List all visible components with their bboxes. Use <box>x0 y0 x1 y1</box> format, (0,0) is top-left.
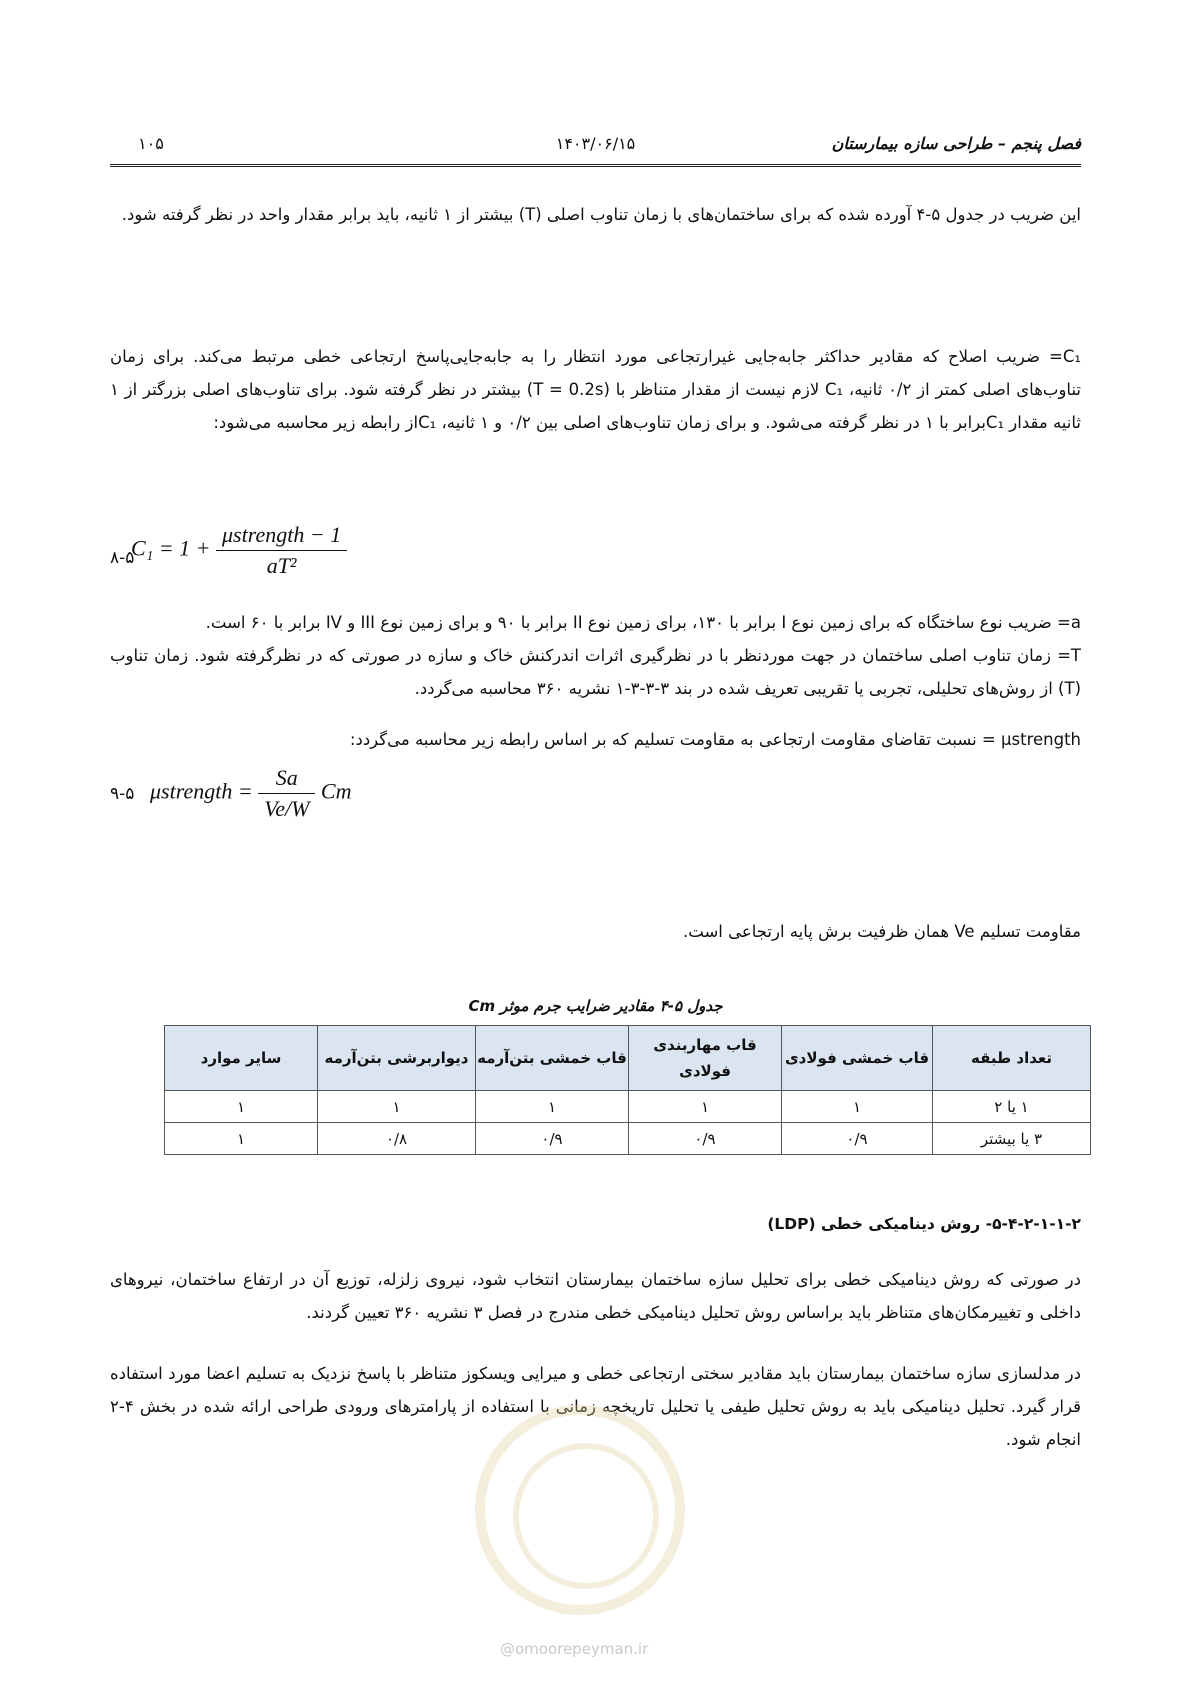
eq9-fraction <box>258 765 315 822</box>
eq9-numerator: Sa <box>258 765 315 794</box>
table-header-row <box>165 1026 1091 1091</box>
table-row <box>165 1091 1091 1123</box>
table-cell: ۱ <box>318 1091 476 1123</box>
equation-number-8-5: ۸-۵ <box>110 548 135 568</box>
table-cell: ۰/۹ <box>476 1123 629 1155</box>
eq8-numerator: μstrength − 1 <box>216 522 347 551</box>
table-cell: ۰/۸ <box>318 1123 476 1155</box>
paragraph-intro: این ضریب در جدول ۵-۴ آورده شده که برای ساختمان‌های با زمان تناوب اصلی (T) بیشتر از ۱ ثانیه، باید برابر مقدار واحد در نظر گرفته شود. <box>121 205 1081 224</box>
eq8-denominator: aT² <box>266 553 297 578</box>
watermark-inner-ring <box>513 1443 659 1589</box>
table-cell: ۳ یا بیشتر <box>933 1123 1091 1155</box>
page-header <box>110 128 1081 167</box>
paragraph-c1-definition: C₁= ضریب اصلاح که مقادیر حداکثر جابه‌جایی غیرارتجاعی مورد انتظار را به جابه‌جایی‌پاسخ ارتجاعی خطی مرتبط می‌کند. برای زمان تناوب‌های اصلی کمتر از ۰/۲ ثانیه، C₁ لازم نیست از مقدار متناظر با (T = 0.2s) بیشتر در نظر گرفته شود. برای تناوب‌های اصلی بزرگتر از ۱ ثانیه مقدار C₁برابر با ۱ در نظر گرفته می‌شود. و برای زمان تناوب‌های اصلی بین ۰/۲ و ۱ ثانیه، C₁از رابطه زیر محاسبه می‌شود: <box>110 347 1082 432</box>
table-cell: ۱ <box>476 1091 629 1123</box>
definition-mu-strength: μstrength = نسبت تقاضای مقاومت ارتجاعی به مقاومت تسلیم که بر اساس رابطه زیر محاسبه می‌گردد: <box>349 730 1081 749</box>
header-cell: تعداد طبقه <box>933 1026 1091 1091</box>
section-title-ldp: ۵-۴-۲-۱-۱-۲- روش دینامیکی خطی (LDP) <box>767 1215 1081 1233</box>
paragraph-ve: مقاومت تسلیم Ve همان ظرفیت برش پایه ارتجاعی است. <box>683 922 1081 941</box>
chapter-title: فصل پنجم – طراحی سازه بیمارستان <box>831 134 1081 153</box>
table-cell: ۱ یا ۲ <box>933 1091 1091 1123</box>
header-cell: سایر موارد <box>165 1026 318 1091</box>
table-cell: ۰/۹ <box>629 1123 782 1155</box>
header-date: ۱۴۰۳/۰۶/۱۵ <box>555 134 636 153</box>
definition-t: T= زمان تناوب اصلی ساختمان در جهت موردنظر با در نظرگیری اثرات اندرکنش خاک و سازه در صورتی که در نظرگرفته شود. زمان تناوب (T) از روش‌های تحلیلی، تجربی یا تقریبی تعریف شده در بند ۳-۳-۳-۱ نشریه ۳۶۰ محاسبه می‌گردد. <box>110 646 1081 698</box>
watermark-seal-icon <box>475 1405 685 1615</box>
equation-9-5 <box>150 765 550 822</box>
eq9-rhs: Cm <box>320 778 352 804</box>
header-cell: قاب خمشی فولادی <box>782 1026 933 1091</box>
table-cell: ۱ <box>629 1091 782 1123</box>
table-cell: ۰/۹ <box>782 1123 933 1155</box>
header-cell: دیواربرشی بتن‌آرمه <box>318 1026 476 1091</box>
mass-coefficient-table <box>164 1025 1091 1155</box>
watermark-text: @omoorepeyman.ir <box>500 1640 649 1658</box>
definition-a: a= ضریب نوع ساختگاه که برای زمین نوع I برابر با ۱۳۰، برای زمین نوع II برابر با ۹۰ و برای زمین نوع III و IV برابر با ۶۰ است. <box>205 613 1081 632</box>
table-cell: ۱ <box>165 1091 318 1123</box>
eq8-lhs: C₁ = 1 + <box>131 535 211 561</box>
eq9-lhs: μstrength = <box>150 778 253 804</box>
paragraph-ldp-2: در مدلسازی سازه ساختمان بیمارستان باید مقادیر سختی ارتجاعی خطی و میرایی ویسکوز متناظر با پاسخ نزدیک به تسلیم اعضا مورد استفاده قرار گیرد. تحلیل دینامیکی باید به روش تحلیل طیفی یا تحلیل تاریخچه زمانی با استفاده از پارامترهای ورودی طراحی ارائه شده در بخش ۴-۲ انجام شود. <box>110 1364 1081 1449</box>
table-cell: ۱ <box>165 1123 318 1155</box>
equation-number-9-5: ۹-۵ <box>110 784 135 804</box>
equation-8-5 <box>131 522 1191 579</box>
table-cell: ۱ <box>782 1091 933 1123</box>
eq8-fraction <box>216 522 347 579</box>
paragraph-ldp-1: در صورتی که روش دینامیکی خطی برای تحلیل سازه ساختمان بیمارستان انتخاب شود، نیروی زلزله، توزیع آن در ارتفاع ساختمان، نیروهای داخلی و تغییرمکان‌های متناظر باید براساس روش تحلیل دینامیکی خطی مندرج در فصل ۳ نشریه ۳۶۰ تعیین گردند. <box>110 1270 1081 1322</box>
header-cell: قاب مهاربندی فولادی <box>629 1026 782 1091</box>
table-row <box>165 1123 1091 1155</box>
table-caption: جدول ۵-۴ مقادیر ضرایب جرم موثر Cm <box>468 997 723 1015</box>
eq9-denominator: Ve/W <box>264 796 310 821</box>
header-cell: قاب خمشی بتن‌آرمه <box>476 1026 629 1091</box>
page-number: ۱۰۵ <box>138 134 164 153</box>
